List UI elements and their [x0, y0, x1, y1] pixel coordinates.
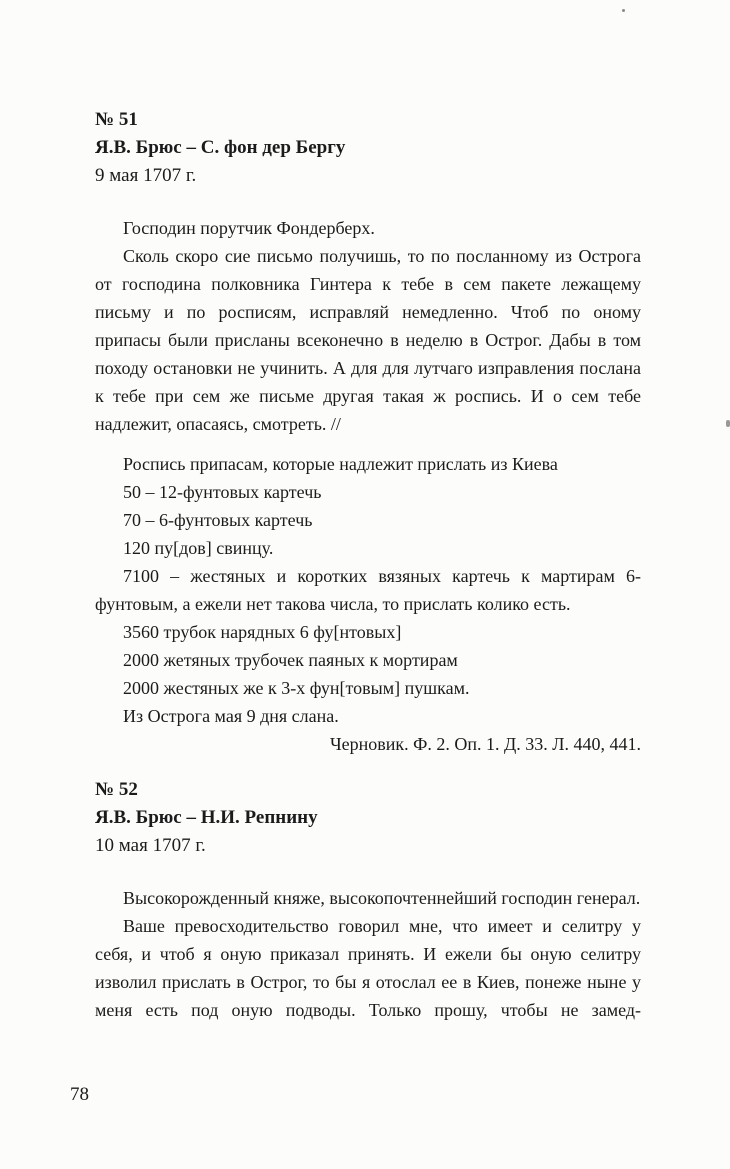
- page-number: 78: [70, 1084, 89, 1105]
- letter-date: 10 мая 1707 г.: [95, 835, 206, 856]
- supply-list-item: 2000 жестяных же к 3-х фун[товым] пушкам.: [123, 678, 470, 698]
- letter-body-paragraph: Ваше превосходительство говорил мне, что имеет и селитру у себя, и чтоб я оную приказал принять. И ежели бы оную селитру изволил прислать в Острог, то бы я отослал ее в Киев, понеже ныне у меня есть под оную подводы. Только прошу, чтобы не замед-: [95, 916, 641, 1020]
- supply-list-closing: Из Острога мая 9 дня слана.: [123, 706, 339, 726]
- scan-artifact: [726, 420, 730, 427]
- letter-salutation: Господин порутчик Фондерберх.: [123, 218, 375, 238]
- archive-reference: Черновик. Ф. 2. Оп. 1. Д. 33. Л. 440, 441.: [329, 734, 641, 754]
- letter-date: 9 мая 1707 г.: [95, 165, 197, 186]
- scan-artifact: [622, 9, 625, 12]
- letter-number: № 51: [95, 109, 138, 130]
- supply-list-item: 7100 – жестяных и коротких вязяных картечь к мартирам 6-фунтовым, а ежели нет такова числа, то прислать колико есть.: [95, 566, 641, 614]
- letter-title: Я.В. Брюс – Н.И. Репнину: [95, 807, 318, 828]
- supply-list-item: 50 – 12-фунтовых картечь: [123, 482, 322, 502]
- letter-51-header: [95, 106, 641, 190]
- letter-title: Я.В. Брюс – С. фон дер Бергу: [95, 137, 346, 158]
- letter-52: [95, 776, 641, 1024]
- supply-list-heading: Роспись припасам, которые надлежит прислать из Киева: [123, 454, 558, 474]
- supply-list-item: 2000 жетяных трубочек паяных к мортирам: [123, 650, 458, 670]
- page-content: [95, 106, 641, 1024]
- letter-salutation: Высокорожденный княже, высокопочтеннейший господин генерал.: [123, 888, 641, 908]
- letter-51: [95, 106, 641, 758]
- letter-number: № 52: [95, 779, 138, 800]
- supply-list: [95, 450, 641, 730]
- supply-list-item: 120 пу[дов] свинцу.: [123, 538, 274, 558]
- supply-list-item: 70 – 6-фунтовых картечь: [123, 510, 313, 530]
- supply-list-item: 3560 трубок нарядных 6 фу[нтовых]: [123, 622, 402, 642]
- letter-body-paragraph: Сколь скоро сие письмо получишь, то по посланному из Острога от господина полковника Гинтера к тебе в сем пакете лежащему письму и по росписям, исправляй немедленно. Чтоб по оному припасы были присланы всеконечно в неделю в Острог. Дабы в том походу остановки не учинить. А для для лутчаго изправления послана к тебе при сем же письме другая такая ж роспись. И о сем тебе надлежит, опасаясь, смотреть. //: [95, 246, 641, 434]
- letter-52-header: [95, 776, 641, 860]
